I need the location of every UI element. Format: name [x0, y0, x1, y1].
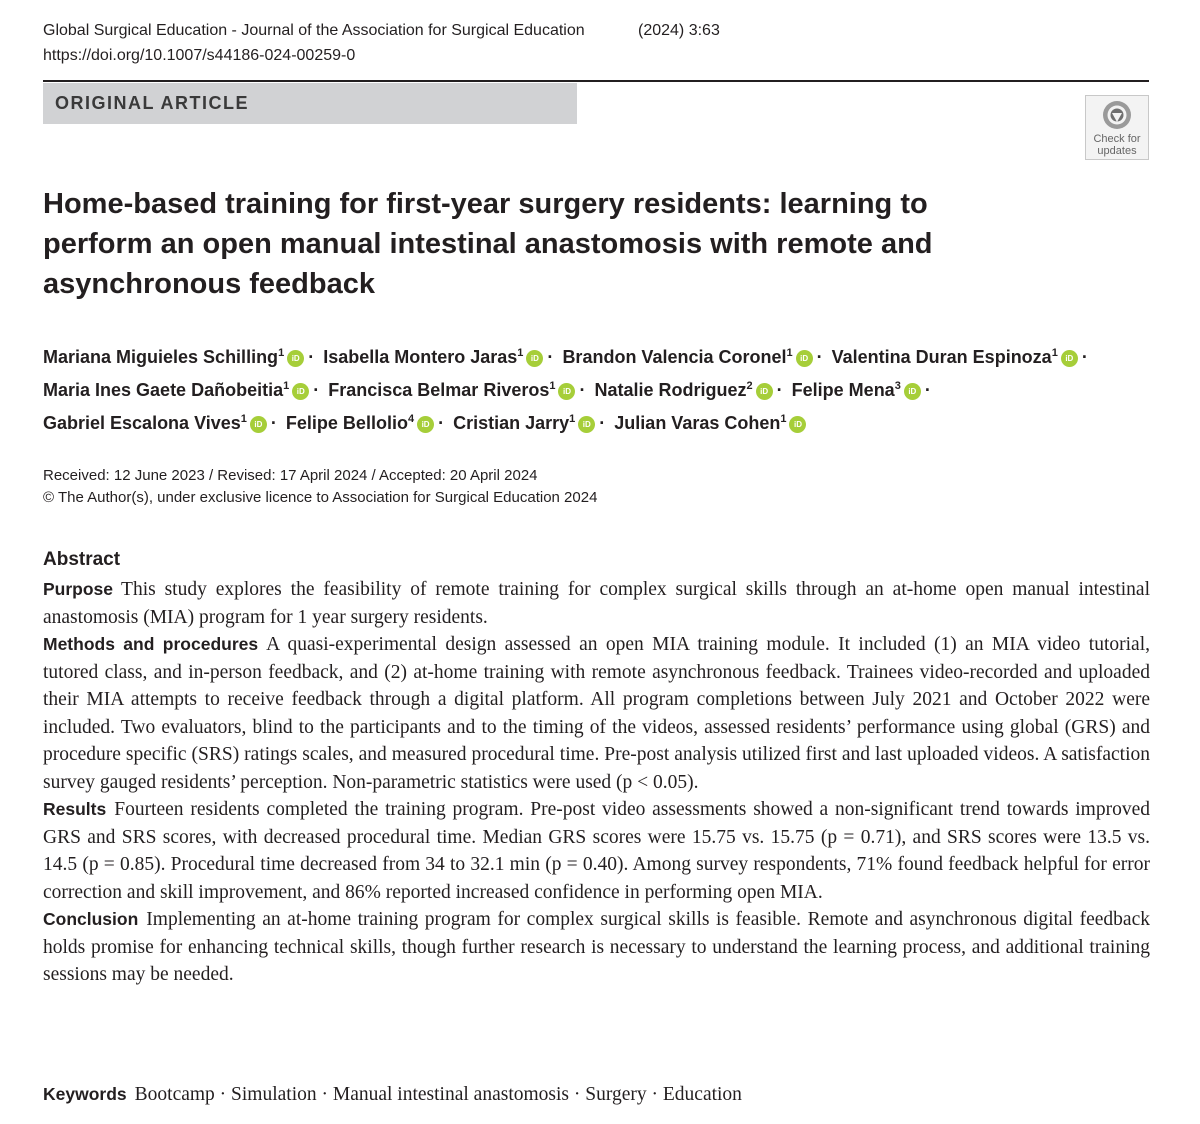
author-separator: ·	[313, 380, 320, 400]
keywords-label: Keywords	[43, 1084, 127, 1104]
author-separator: ·	[270, 413, 277, 433]
copyright-notice: © The Author(s), under exclusive licence to Association for Surgical Education 2024	[43, 489, 598, 506]
author-list	[43, 339, 1163, 438]
author-separator: ·	[924, 380, 931, 400]
orcid-icon[interactable]: iD	[796, 350, 813, 367]
author-item	[43, 347, 318, 367]
crossmark-icon	[1101, 99, 1133, 131]
orcid-icon[interactable]: iD	[250, 416, 267, 433]
author-affiliation: 1	[283, 380, 290, 392]
abstract-results-label: Results	[43, 799, 107, 819]
orcid-icon[interactable]: iD	[558, 383, 575, 400]
author-name[interactable]: Cristian Jarry	[453, 413, 570, 433]
author-separator: ·	[438, 413, 445, 433]
abstract-heading: Abstract	[43, 549, 121, 570]
publication-dates: Received: 12 June 2023 / Revised: 17 April 2024 / Accepted: 20 April 2024	[43, 467, 538, 484]
author-affiliation: 4	[407, 413, 415, 425]
keywords-text: Bootcamp · Simulation · Manual intestinal anastomosis · Surgery · Education	[134, 1084, 742, 1105]
author-affiliation: 1	[549, 380, 556, 392]
author-name[interactable]: Francisca Belmar Riveros	[328, 380, 550, 400]
abstract-conclusion	[43, 906, 1150, 989]
author-affiliation: 1	[569, 413, 576, 425]
author-name[interactable]: Natalie Rodriguez	[594, 380, 747, 400]
abstract-methods-label: Methods and procedures	[43, 634, 259, 654]
author-name[interactable]: Maria Ines Gaete Dañobeitia	[43, 380, 284, 400]
abstract-purpose-label: Purpose	[43, 579, 114, 599]
author-name[interactable]: Valentina Duran Espinoza	[831, 347, 1052, 367]
author-separator: ·	[579, 380, 586, 400]
author-separator: ·	[599, 413, 606, 433]
author-affiliation: 1	[517, 347, 524, 359]
journal-title: Global Surgical Education - Journal of the Association for Surgical Education	[43, 22, 585, 39]
author-affiliation: 1	[240, 413, 247, 425]
citation: (2024) 3:63	[638, 22, 720, 39]
abstract-conclusion-text: Implementing an at-home training program for complex surgical skills is feasible. Remote and asynchronous digital feedback holds promise for enhancing technical skills, though further research is necessary to understand the learning process, and additional training sessions may be needed.	[43, 909, 1150, 985]
article-title: Home-based training for first-year surgery residents: learning to perform an open manual intestinal anastomosis with remote and asynchronous feedback	[43, 188, 933, 300]
author-item	[792, 380, 935, 400]
author-affiliation: 2	[746, 380, 753, 392]
article-type-banner	[43, 83, 577, 124]
orcid-icon[interactable]: iD	[904, 383, 921, 400]
author-separator: ·	[776, 380, 783, 400]
author-item	[832, 347, 1092, 367]
orcid-icon[interactable]: iD	[417, 416, 434, 433]
author-item	[43, 380, 323, 400]
article-type-label: ORIGINAL ARTICLE	[55, 93, 249, 113]
abstract-results	[43, 796, 1150, 906]
author-separator: ·	[308, 347, 315, 367]
author-affiliation: 1	[278, 347, 285, 359]
abstract-results-text: Fourteen residents completed the training program. Pre-post video assessments showed a non-significant trend towards improved GRS and SRS scores, with decreased procedural time. Median GRS scores were 15.75 vs. 15.75 (p = 0.71), and SRS scores were 13.5 vs. 14.5 (p = 0.85). Procedural time decreased from 34 to 32.1 min (p = 0.40). Among survey respondents, 71% found feedback helpful for error correction and skill improvement, and 86% reported increased confidence in performing open MIA.	[43, 799, 1150, 903]
author-name[interactable]: Felipe Bellolio	[285, 413, 408, 433]
author-item	[323, 347, 557, 367]
journal-name	[43, 20, 720, 42]
abstract-purpose-text: This study explores the feasibility of remote training for complex surgical skills through an at-home open manual intestinal anastomosis (MIA) program for 1 year surgery residents.	[43, 579, 1150, 628]
abstract-conclusion-label: Conclusion	[43, 909, 139, 929]
author-name[interactable]: Isabella Montero Jaras	[323, 347, 518, 367]
keywords	[43, 1080, 742, 1109]
author-separator: ·	[547, 347, 554, 367]
check-for-updates-button[interactable]	[1085, 95, 1149, 160]
updates-label: updates	[1097, 145, 1137, 157]
orcid-icon[interactable]: iD	[756, 383, 773, 400]
orcid-icon[interactable]: iD	[287, 350, 304, 367]
author-separator: ·	[1081, 347, 1088, 367]
author-affiliation: 3	[894, 380, 901, 392]
author-item	[453, 413, 609, 433]
author-item	[43, 413, 281, 433]
doi-link[interactable]: https://doi.org/10.1007/s44186-024-00259-0	[43, 47, 356, 64]
author-name[interactable]: Gabriel Escalona Vives	[43, 413, 241, 433]
abstract-methods	[43, 631, 1150, 796]
abstract-purpose	[43, 576, 1150, 631]
header-rule	[43, 80, 1149, 82]
author-name[interactable]: Brandon Valencia Coronel	[562, 347, 787, 367]
author-item	[286, 413, 448, 433]
orcid-icon[interactable]: iD	[292, 383, 309, 400]
author-item	[614, 413, 806, 433]
author-name[interactable]: Felipe Mena	[791, 380, 895, 400]
author-item	[562, 347, 826, 367]
author-separator: ·	[816, 347, 823, 367]
check-for-label: Check for	[1093, 133, 1141, 145]
orcid-icon[interactable]: iD	[1061, 350, 1078, 367]
author-item	[595, 380, 787, 400]
author-affiliation: 1	[786, 347, 793, 359]
author-name[interactable]: Julian Varas Cohen	[614, 413, 781, 433]
orcid-icon[interactable]: iD	[789, 416, 806, 433]
abstract-body	[43, 576, 1150, 989]
author-item	[328, 380, 589, 400]
author-affiliation: 1	[1051, 347, 1058, 359]
author-affiliation: 1	[780, 413, 787, 425]
orcid-icon[interactable]: iD	[578, 416, 595, 433]
orcid-icon[interactable]: iD	[526, 350, 543, 367]
author-name[interactable]: Mariana Miguieles Schilling	[43, 347, 279, 367]
abstract-methods-text: A quasi-experimental design assessed an open MIA training module. It included (1) an MIA video tutorial, tutored class, and in-person feedback, and (2) at-home training with remote asynchronous feedback. Trainees video-recorded and uploaded their MIA attempts to receive feedback through a digital platform. All program completions between July 2021 and October 2022 were included. Two evaluators, blind to the participants and to the timing of the videos, assessed residents’ performance using global (GRS) and procedure specific (SRS) ratings scales, and measured procedural time. Pre-post analysis utilized first and last uploaded videos. A satisfaction survey gauged residents’ perception. Non-parametric statistics were used (p < 0.05).	[43, 634, 1150, 793]
